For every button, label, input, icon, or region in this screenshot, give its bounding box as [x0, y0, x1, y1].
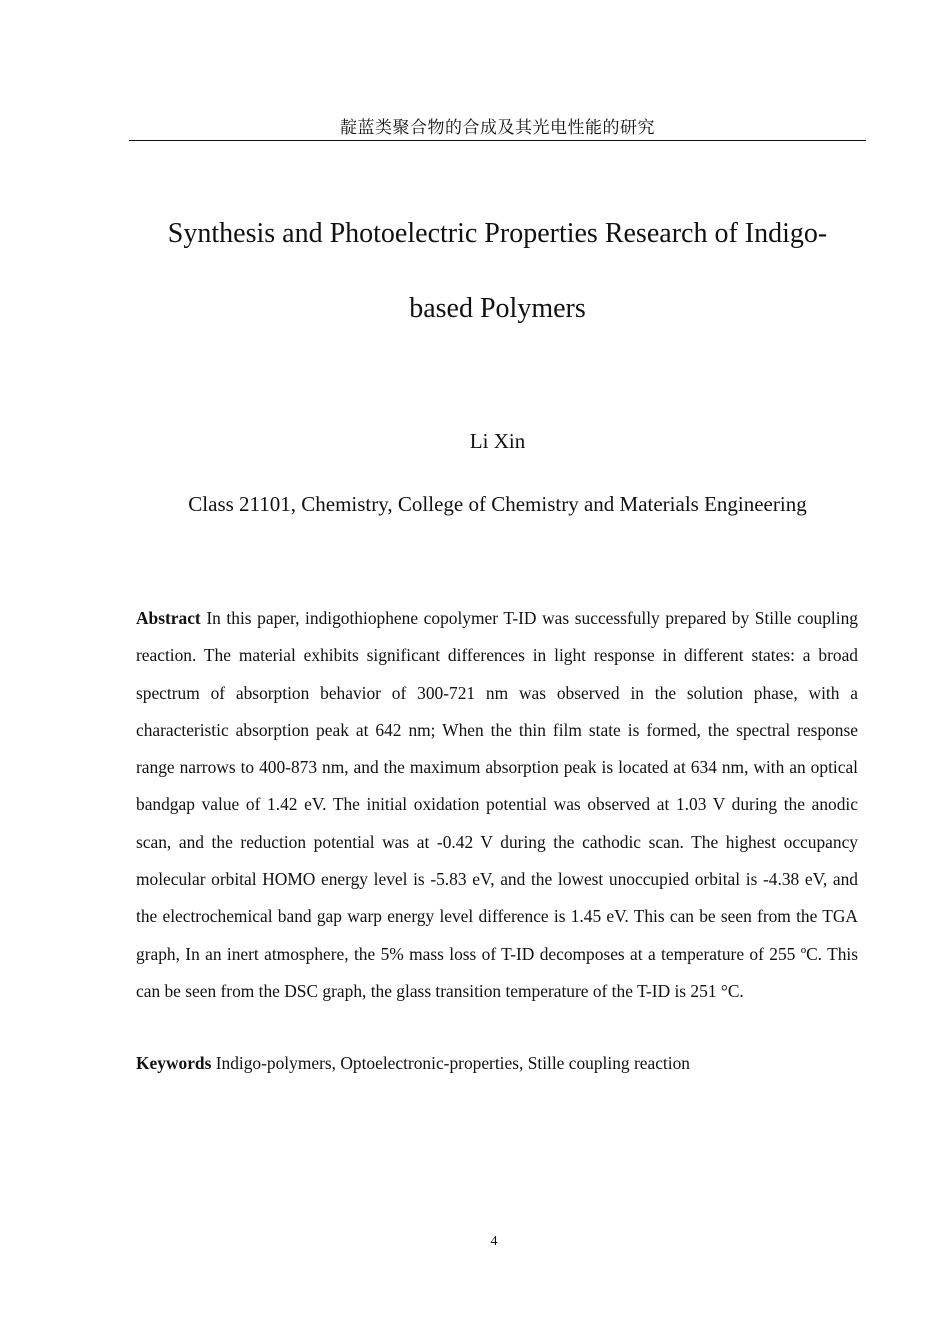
abstract-label: Abstract — [136, 608, 201, 628]
author-affiliation: Class 21101, Chemistry, College of Chemistry and Materials Engineering — [188, 492, 807, 516]
keywords-text: Indigo-polymers, Optoelectronic-properties, Stille coupling reaction — [215, 1053, 690, 1073]
paper-title — [120, 196, 875, 346]
keywords-label: Keywords — [136, 1053, 212, 1073]
paper-title-line-2: based Polymers — [409, 293, 586, 324]
abstract-paragraph — [136, 600, 858, 1010]
page-number: 4 — [490, 1234, 498, 1249]
running-header: 靛蓝类聚合物的合成及其光电性能的研究 — [129, 116, 866, 141]
keywords-paragraph — [136, 1047, 858, 1079]
paper-title-line-1: Synthesis and Photoelectric Properties Research of Indigo- — [167, 218, 828, 249]
abstract-text: In this paper, indigothiophene copolymer T-ID was successfully prepared by Stille coupling reaction. The material exhibits significant differences in light response in different states: a broad spectrum of absorption behavior of 300-721 nm was observed in the solution phase, with a characteristic absorption peak at 642 nm; When the thin film state is formed, the spectral response range narrows to 400-873 nm, and the maximum absorption peak is located at 634 nm, with an optical bandgap value of 1.42 eV. The initial oxidation potential was observed at 1.03 V during the anodic scan, and the reduction potential was at -0.42 V during the cathodic scan. The highest occupancy molecular orbital HOMO energy level is -5.83 eV, and the lowest unoccupied orbital is -4.38 eV, and the electrochemical band gap warp energy level difference is 1.45 eV. This can be seen from the TGA graph, In an inert atmosphere, the 5% mass loss of T-ID decomposes at a temperature of 255 ºC. This can be seen from the DSC graph, the glass transition temperature of the T-ID is 251 °C. — [136, 608, 858, 1001]
author-name: Li Xin — [469, 429, 526, 453]
